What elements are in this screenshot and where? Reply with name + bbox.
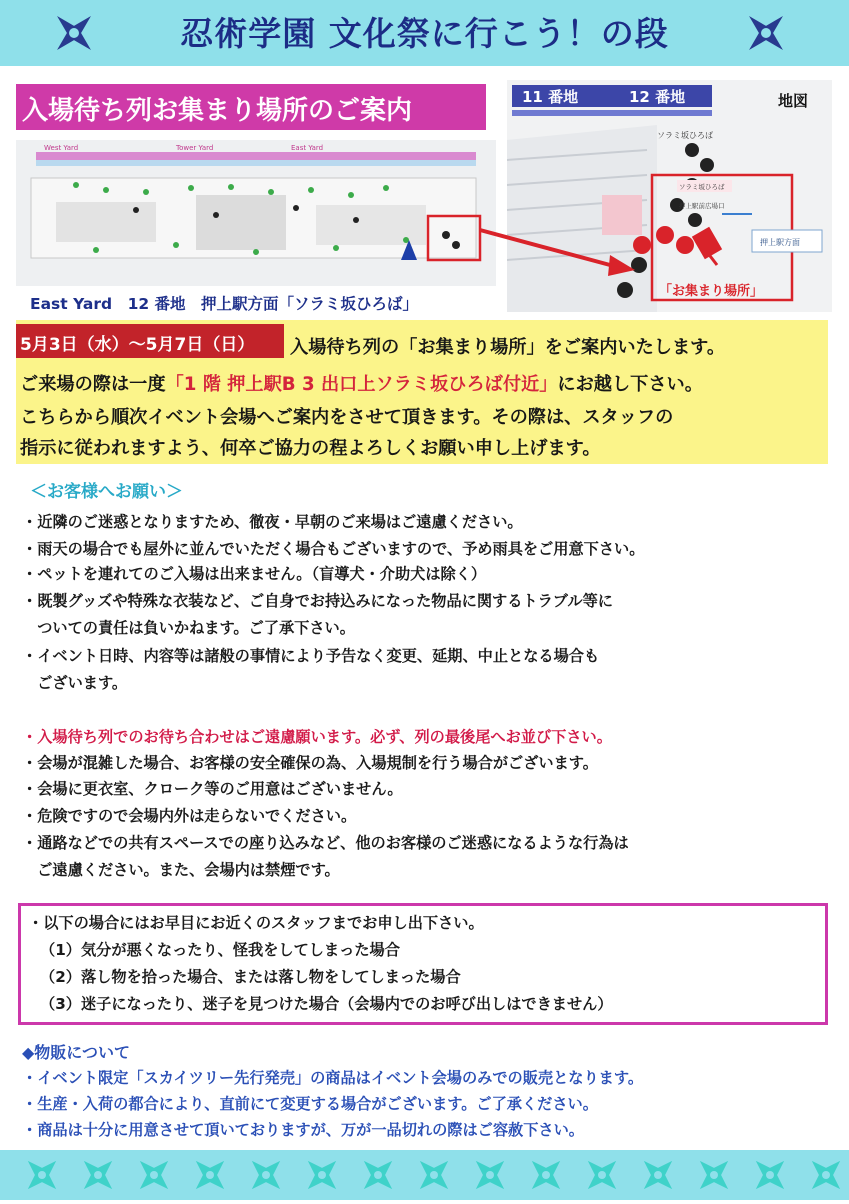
info-line-3: こちらから順次イベント会場へご案内をさせて頂きます。その際は、スタッフの (20, 407, 674, 428)
notice-line: （2）落し物を拾った場合、または落し物をしてしまった場合 (40, 968, 461, 986)
request-item: ・イベント日時、内容等は諸般の事情により予告なく変更、延期、中止となる場合も (22, 647, 600, 665)
shuriken-icon (182, 1150, 239, 1200)
request-item: ・ペットを連れてのご入場は出来ません。（盲導犬・介助犬は除く） (22, 565, 487, 583)
block-label-12: 12 番地 (629, 88, 686, 106)
shuriken-icon (462, 1150, 519, 1200)
yard-label-west: West Yard (44, 144, 79, 152)
requests-heading: ＜お客様へお願い＞ (30, 482, 183, 502)
map-exit-label: 押上駅前広場口 (679, 202, 725, 210)
sales-item: ・イベント限定「スカイツリー先行発売」の商品はイベント会場のみでの販売となります。 (22, 1069, 644, 1087)
shuriken-icon (126, 1150, 183, 1200)
shuriken-icon (742, 1150, 799, 1200)
shuriken-icon (350, 1150, 407, 1200)
shuriken-icon (686, 1150, 743, 1200)
sales-item: ・生産・入荷の都合により、直前にて変更する場合がございます。ご了承ください。 (22, 1095, 598, 1113)
shuriken-icon (70, 1150, 127, 1200)
request-item: ご遠慮ください。また、会場内は禁煙です。 (22, 861, 340, 879)
request-item: ・危険ですので会場内外は走らないでください。 (22, 807, 357, 825)
info-line-4: 指示に従われますよう、何卒ご協力の程よろしくお願い申し上げます。 (20, 438, 601, 459)
gather-point-label: 「お集まり場所」 (659, 284, 764, 299)
notice-line: （1）気分が悪くなったり、怪我をしてしまった場合 (40, 941, 400, 959)
request-item: ・会場に更衣室、クローク等のご用意はございません。 (22, 780, 403, 798)
map-place-label: ソラミ坂ひろば (657, 131, 713, 140)
connector-arrow-icon (460, 210, 660, 300)
shuriken-icon (518, 1150, 575, 1200)
info-line-2: ご来場の際は一度「1 階 押上駅B 3 出口上ソラミ坂ひろば付近」にお越し下さい。 (20, 374, 703, 395)
gathering-point-text: 「1 階 押上駅B 3 出口上ソラミ坂ひろば付近」 (165, 374, 558, 395)
block-label-11: 11 番地 (522, 88, 579, 106)
info-line-1: 入場待ち列の「お集まり場所」をご案内いたします。 (290, 337, 726, 358)
map-station-label: 押上駅方面 (760, 238, 800, 247)
page-title: 忍術学園 文化祭に行こう！の段 (180, 14, 669, 53)
shuriken-icon (14, 1150, 71, 1200)
sales-item: ・商品は十分に用意させて頂いておりますが、万が一品切れの際はご容赦下さい。 (22, 1121, 584, 1139)
map-caption: East Yard 12 番地 押上駅方面「ソラミ坂ひろば」 (30, 295, 419, 313)
shuriken-icon (630, 1150, 687, 1200)
request-item: ・通路などでの共有スペースでの座り込みなど、他のお客様のご迷惑になるような行為は (22, 834, 629, 852)
request-item: ・既製グッズや特殊な衣装など、ご自身でお持込みになった物品に関するトラブル等に (22, 592, 613, 610)
notice-line: （3）迷子になったり、迷子を見つけた場合（会場内でのお呼び出しはできません） (40, 995, 613, 1013)
request-item: ございます。 (22, 674, 128, 692)
map-place-small-label: ソラミ坂ひろば (679, 183, 725, 191)
shuriken-icon (406, 1150, 463, 1200)
shuriken-icon (238, 1150, 295, 1200)
banner-title: 入場待ち列お集まり場所のご案内 (22, 96, 413, 126)
request-item: ・雨天の場合でも屋外に並んでいただく場合もございますので、予め雨具をご用意下さい。 (22, 540, 645, 558)
shuriken-icon (574, 1150, 631, 1200)
footer-band (0, 1150, 849, 1200)
overview-map (16, 140, 496, 286)
yard-label-tower: Tower Yard (176, 144, 214, 152)
request-item-warning: ・入場待ち列でのお待ち合わせはご遠慮願います。必ず、列の最後尾へお並び下さい。 (22, 728, 612, 746)
shuriken-icon (798, 1150, 849, 1200)
notice-line: ・以下の場合にはお早目にお近くのスタッフまでお申し出下さい。 (28, 914, 484, 932)
request-item: ・会場が混雑した場合、お客様の安全確保の為、入場規制を行う場合がございます。 (22, 754, 598, 772)
yard-label-east: East Yard (291, 144, 324, 152)
request-item: ・近隣のご迷惑となりますため、徹夜・早朝のご来場はご遠慮ください。 (22, 513, 523, 531)
shuriken-icon (294, 1150, 351, 1200)
sales-heading: ◆物販について (22, 1043, 130, 1062)
event-dates: 5月3日（水）～5月7日（日） (20, 335, 255, 355)
request-item: ついての責任は負いかねます。ご了承下さい。 (22, 619, 355, 637)
map-label: 地図 (778, 92, 809, 110)
